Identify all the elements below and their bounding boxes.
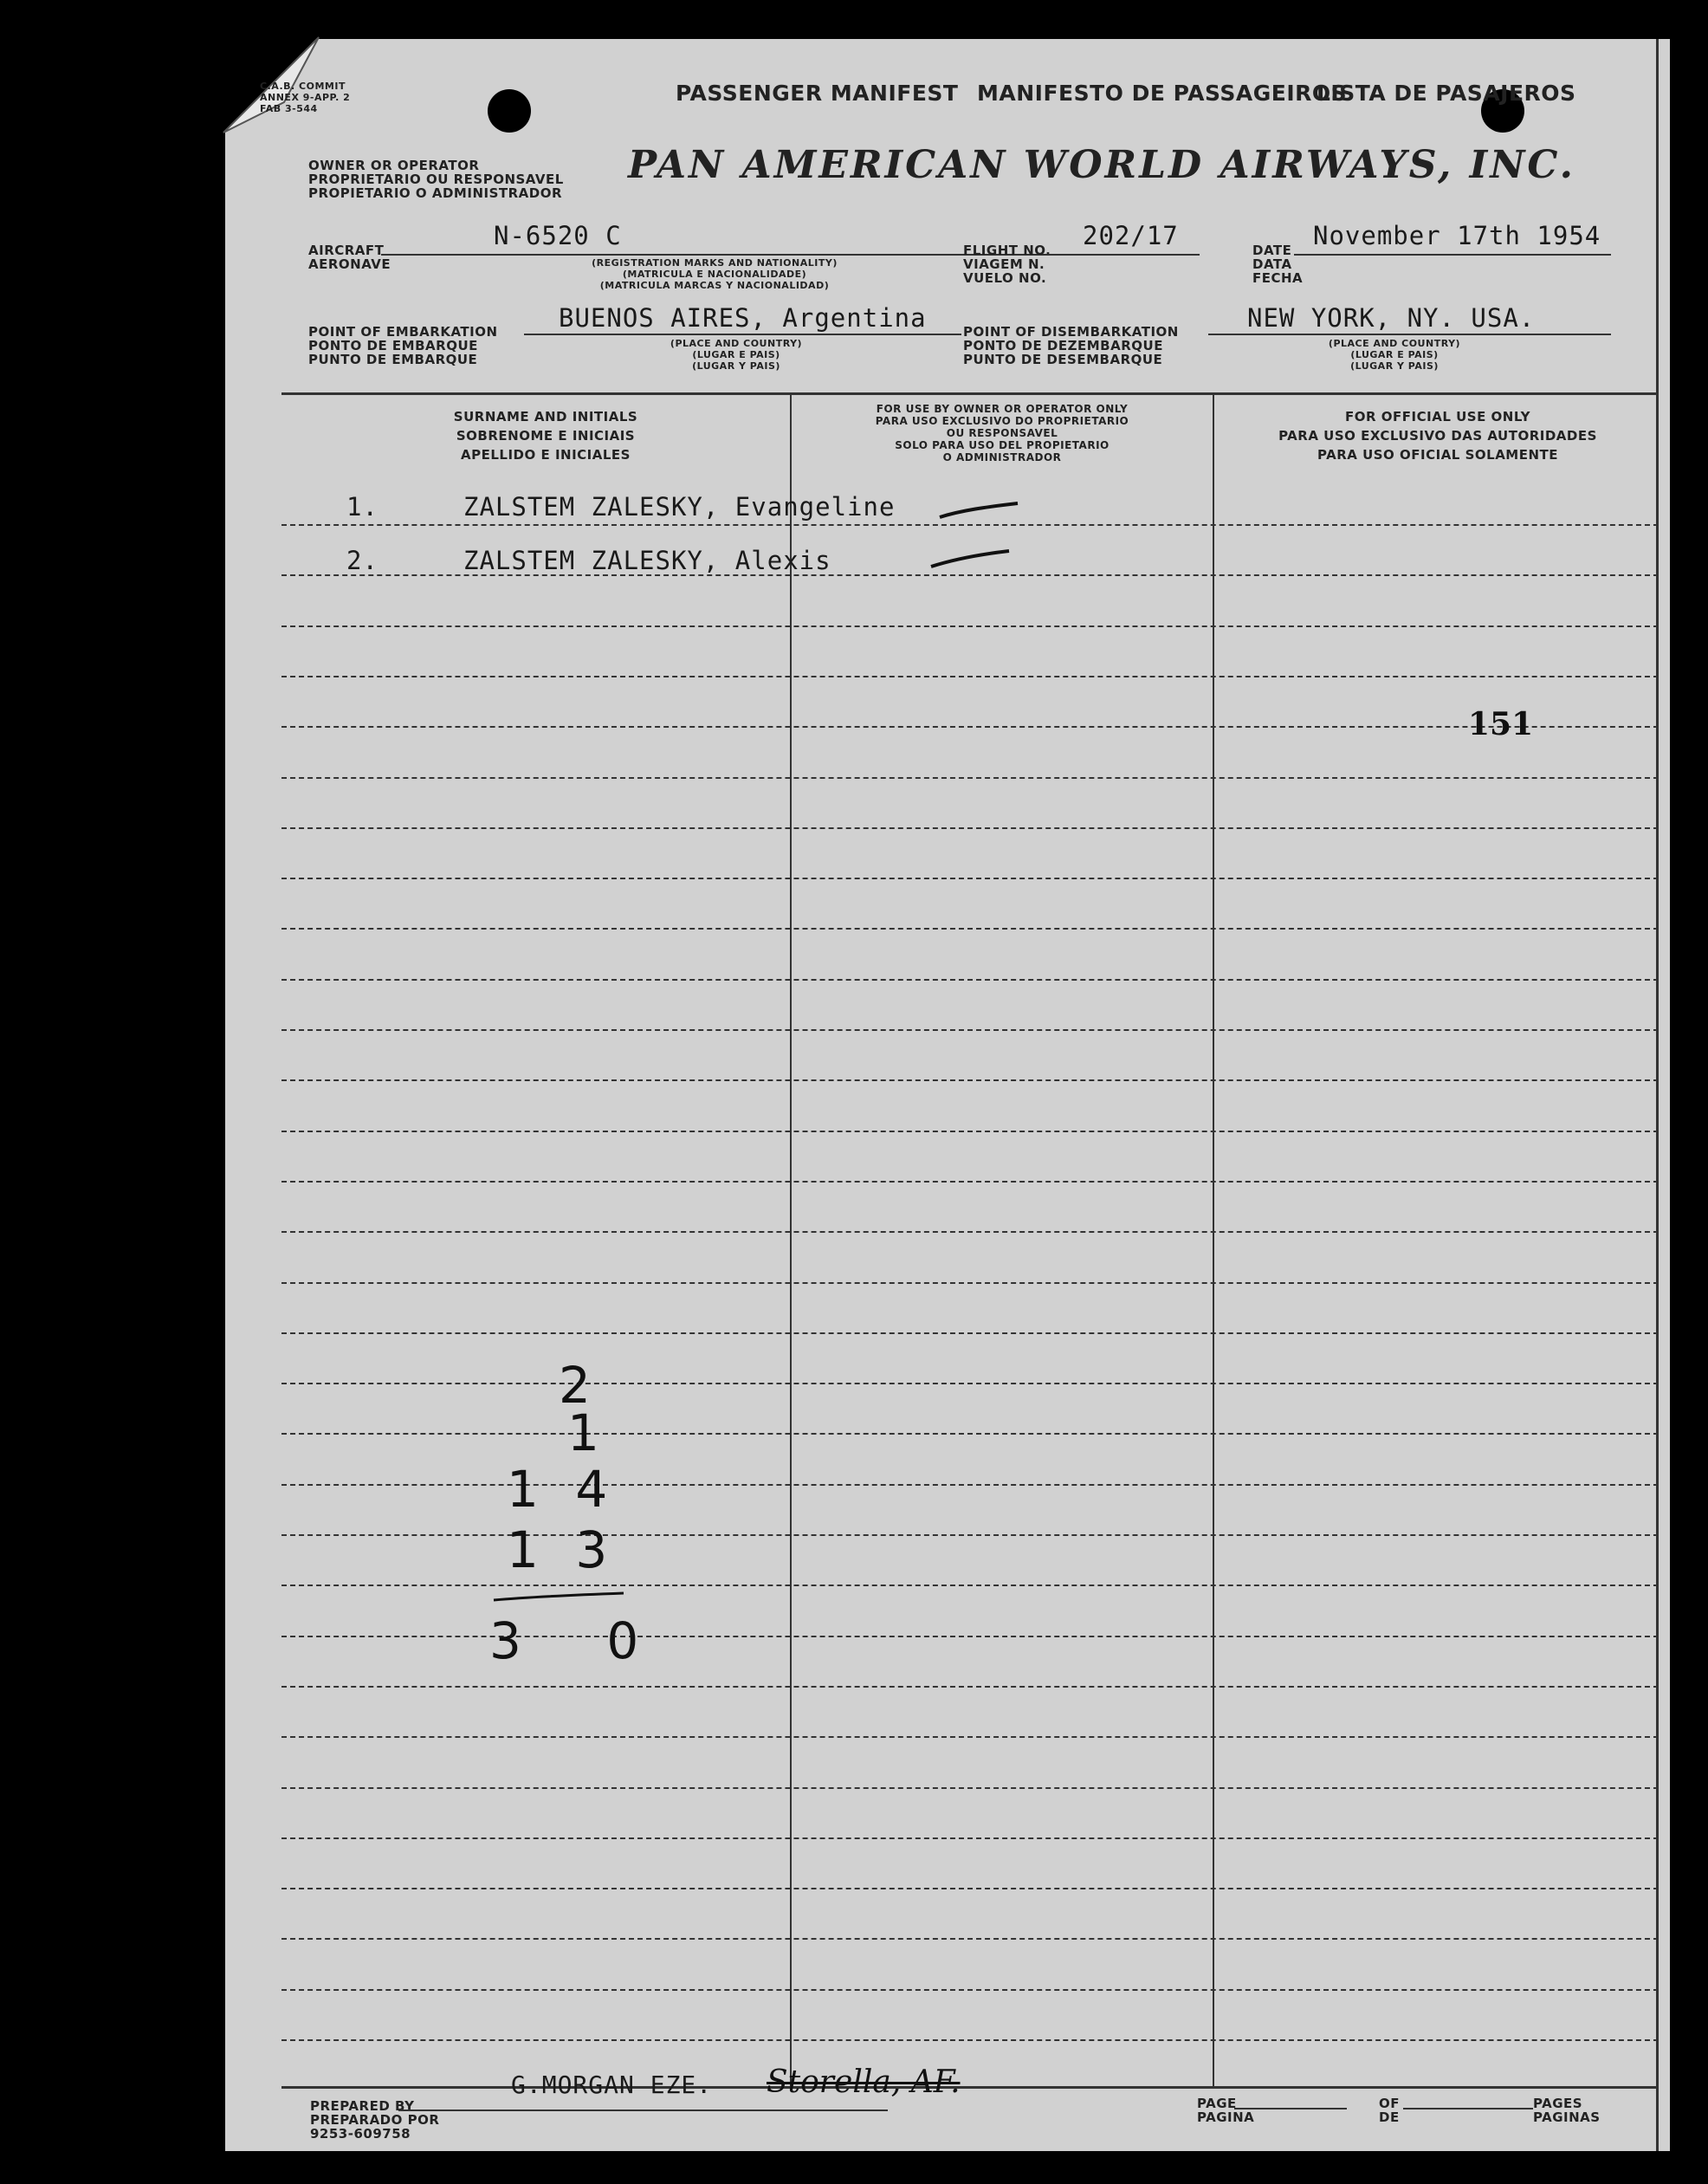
aircraft-label-1: AIRCRAFT <box>308 243 385 258</box>
ruled-line <box>281 625 1659 627</box>
ruled-line <box>281 1787 1659 1789</box>
date-underline <box>1294 254 1611 256</box>
stamp-number: 151 <box>1468 706 1534 742</box>
embarkation-value: BUENOS AIRES, Argentina <box>559 303 927 333</box>
embarkation-note <box>615 338 857 372</box>
cab-line-1: C.A.B. COMMIT <box>260 81 346 92</box>
page-label <box>1197 2097 1254 2124</box>
tally-line-3: 1 4 <box>507 1460 618 1519</box>
of-label-1: OF <box>1379 2096 1400 2111</box>
column-head-owner-4: SOLO PARA USO DEL PROPIETARIO <box>895 439 1110 451</box>
passenger-1-number: 1. <box>346 492 378 522</box>
date-label-1: DATE <box>1252 243 1292 258</box>
aircraft-note-1: (REGISTRATION MARKS AND NATIONALITY) <box>592 257 838 269</box>
right-border <box>1656 39 1659 2151</box>
ruled-line <box>281 1079 1659 1081</box>
flight-label <box>963 243 1051 285</box>
ruled-line <box>281 1686 1659 1688</box>
ruled-line <box>281 1131 1659 1132</box>
column-head-owner-5: O ADMINISTRADOR <box>942 451 1062 463</box>
page-label-2: PAGINA <box>1197 2109 1255 2125</box>
ruled-line <box>281 1636 1659 1637</box>
column-head-official-3: PARA USO OFICIAL SOLAMENTE <box>1317 447 1559 463</box>
title-portuguese: MANIFESTO DE PASSAGEIROS <box>977 81 1348 106</box>
disembarkation-label-1: POINT OF DISEMBARKATION <box>963 324 1179 340</box>
embarkation-label-1: POINT OF EMBARKATION <box>308 324 498 340</box>
ruled-line <box>281 726 1659 728</box>
tally-sum-rule <box>489 1590 628 1607</box>
ruled-line <box>281 1231 1659 1233</box>
cab-line-2: ANNEX 9-APP. 2 <box>260 92 351 103</box>
of-underline <box>1403 2108 1533 2109</box>
disembarkation-note-1: (PLACE AND COUNTRY) <box>1328 338 1461 349</box>
ruled-line <box>281 1181 1659 1183</box>
preparer-name: G.MORGAN EZE. <box>511 2071 713 2099</box>
ruled-line <box>281 1989 1659 1991</box>
column-head-names-2: SOBRENOME E INICIAIS <box>456 428 636 444</box>
footer-rule <box>281 2086 1659 2089</box>
tally-line-2: 1 <box>567 1403 599 1462</box>
ruled-line <box>281 979 1659 981</box>
title-english: PASSENGER MANIFEST <box>676 81 959 106</box>
of-label-2: DE <box>1379 2109 1400 2125</box>
check-mark-2 <box>927 546 1013 572</box>
column-divider-1 <box>790 392 792 2086</box>
aircraft-note <box>511 257 918 291</box>
column-head-owner-3: OU RESPONSAVEL <box>946 427 1058 439</box>
column-head-official-2: PARA USO EXCLUSIVO DAS AUTORIDADES <box>1278 428 1597 444</box>
owner-label-2: PROPRIETARIO OU RESPONSAVEL <box>308 172 564 187</box>
embarkation-label-3: PUNTO DE EMBARQUE <box>308 352 478 367</box>
column-head-names <box>381 407 710 464</box>
owner-label <box>308 159 564 200</box>
page-underline <box>1234 2108 1347 2109</box>
column-divider-2 <box>1213 392 1214 2086</box>
disembarkation-label <box>963 325 1179 366</box>
cab-reference <box>260 81 350 114</box>
date-label <box>1252 243 1303 285</box>
disembarkation-note <box>1273 338 1516 372</box>
form-number: 9253-609758 <box>310 2126 411 2142</box>
ruled-line <box>281 878 1659 879</box>
ruled-line <box>281 777 1659 779</box>
embarkation-label <box>308 325 498 366</box>
embarkation-underline <box>524 334 961 335</box>
disembarkation-label-3: PUNTO DE DESEMBARQUE <box>963 352 1163 367</box>
aircraft-note-2: (MATRICULA E NACIONALIDADE) <box>622 269 807 280</box>
ruled-line <box>281 1888 1659 1889</box>
disembarkation-label-2: PONTO DE DEZEMBARQUE <box>963 338 1163 353</box>
prepared-label <box>310 2099 439 2141</box>
disembarkation-note-2: (LUGAR E PAIS) <box>1350 349 1439 360</box>
tally-line-1: 2 <box>559 1356 591 1415</box>
embarkation-note-1: (PLACE AND COUNTRY) <box>670 338 803 349</box>
ruled-line <box>281 1837 1659 1839</box>
column-head-owner <box>807 403 1197 463</box>
ruled-line <box>281 1433 1659 1435</box>
pages-label-2: PAGINAS <box>1533 2109 1601 2125</box>
table-top-rule <box>281 392 1659 395</box>
passenger-1-name: ZALSTEM ZALESKY, Evangeline <box>463 492 896 522</box>
passenger-2-name: ZALSTEM ZALESKY, Alexis <box>463 546 831 575</box>
page-label-1: PAGE <box>1197 2096 1237 2111</box>
date-value: November 17th 1954 <box>1313 221 1601 250</box>
ruled-line <box>281 1938 1659 1940</box>
embarkation-note-2: (LUGAR E PAIS) <box>692 349 780 360</box>
tally-line-4: 1 3 <box>507 1520 618 1579</box>
date-label-3: FECHA <box>1252 270 1304 286</box>
disembarkation-value: NEW YORK, NY. USA. <box>1247 303 1536 333</box>
date-label-2: DATA <box>1252 256 1292 272</box>
embarkation-note-3: (LUGAR Y PAIS) <box>692 360 780 372</box>
owner-label-3: PROPIETARIO O ADMINISTRADOR <box>308 185 563 201</box>
passenger-2-number: 2. <box>346 546 378 575</box>
flight-underline <box>1044 254 1200 256</box>
ruled-line <box>281 928 1659 930</box>
aircraft-value: N-6520 C <box>494 221 622 250</box>
disembarkation-note-3: (LUGAR Y PAIS) <box>1350 360 1439 372</box>
flight-label-1: FLIGHT NO. <box>963 243 1051 258</box>
aircraft-label-2: AERONAVE <box>308 256 391 272</box>
ruled-line <box>281 524 1659 526</box>
aircraft-label <box>308 243 391 271</box>
punch-hole-left <box>488 89 531 133</box>
column-head-names-3: APELLIDO E INICIALES <box>461 447 631 463</box>
cab-line-3: FAB 3-544 <box>260 103 318 114</box>
embarkation-label-2: PONTO DE EMBARQUE <box>308 338 478 353</box>
preparer-signature: Storella, AF. <box>767 2064 961 2100</box>
column-head-owner-2: PARA USO EXCLUSIVO DO PROPRIETARIO <box>875 415 1129 427</box>
pages-label-1: PAGES <box>1533 2096 1583 2111</box>
prepared-label-2: PREPARADO POR <box>310 2112 440 2128</box>
column-head-owner-1: FOR USE BY OWNER OR OPERATOR ONLY <box>876 403 1129 415</box>
disembarkation-underline <box>1208 334 1611 335</box>
pages-label <box>1533 2097 1601 2124</box>
ruled-line <box>281 1282 1659 1284</box>
of-label <box>1379 2097 1400 2124</box>
prepared-label-1: PREPARED BY <box>310 2098 415 2114</box>
ruled-line <box>281 2039 1659 2041</box>
flight-label-2: VIAGEM N. <box>963 256 1045 272</box>
ruled-line <box>281 1736 1659 1738</box>
ruled-line <box>281 676 1659 677</box>
aircraft-note-3: (MATRICULA MARCAS Y NACIONALIDAD) <box>599 280 830 291</box>
company-name: PAN AMERICAN WORLD AIRWAYS, INC. <box>628 143 1575 187</box>
column-head-official <box>1230 407 1646 464</box>
column-head-official-1: FOR OFFICIAL USE ONLY <box>1345 409 1530 424</box>
manifest-sheet <box>225 39 1670 2151</box>
owner-label-1: OWNER OR OPERATOR <box>308 158 480 173</box>
ruled-line <box>281 1534 1659 1536</box>
column-head-names-1: SURNAME AND INITIALS <box>453 409 638 424</box>
ruled-line <box>281 1484 1659 1486</box>
flight-value: 202/17 <box>1083 221 1179 250</box>
ruled-line <box>281 1029 1659 1031</box>
tally-total: 3 0 <box>489 1611 674 1670</box>
ruled-line <box>281 827 1659 829</box>
check-mark-1 <box>935 498 1022 524</box>
ruled-line <box>281 1332 1659 1334</box>
ruled-line <box>281 1585 1659 1586</box>
ruled-line <box>281 1383 1659 1384</box>
prepared-underline <box>398 2109 888 2111</box>
title-spanish: LISTA DE PASAJEROS <box>1317 81 1576 106</box>
flight-label-3: VUELO NO. <box>963 270 1047 286</box>
